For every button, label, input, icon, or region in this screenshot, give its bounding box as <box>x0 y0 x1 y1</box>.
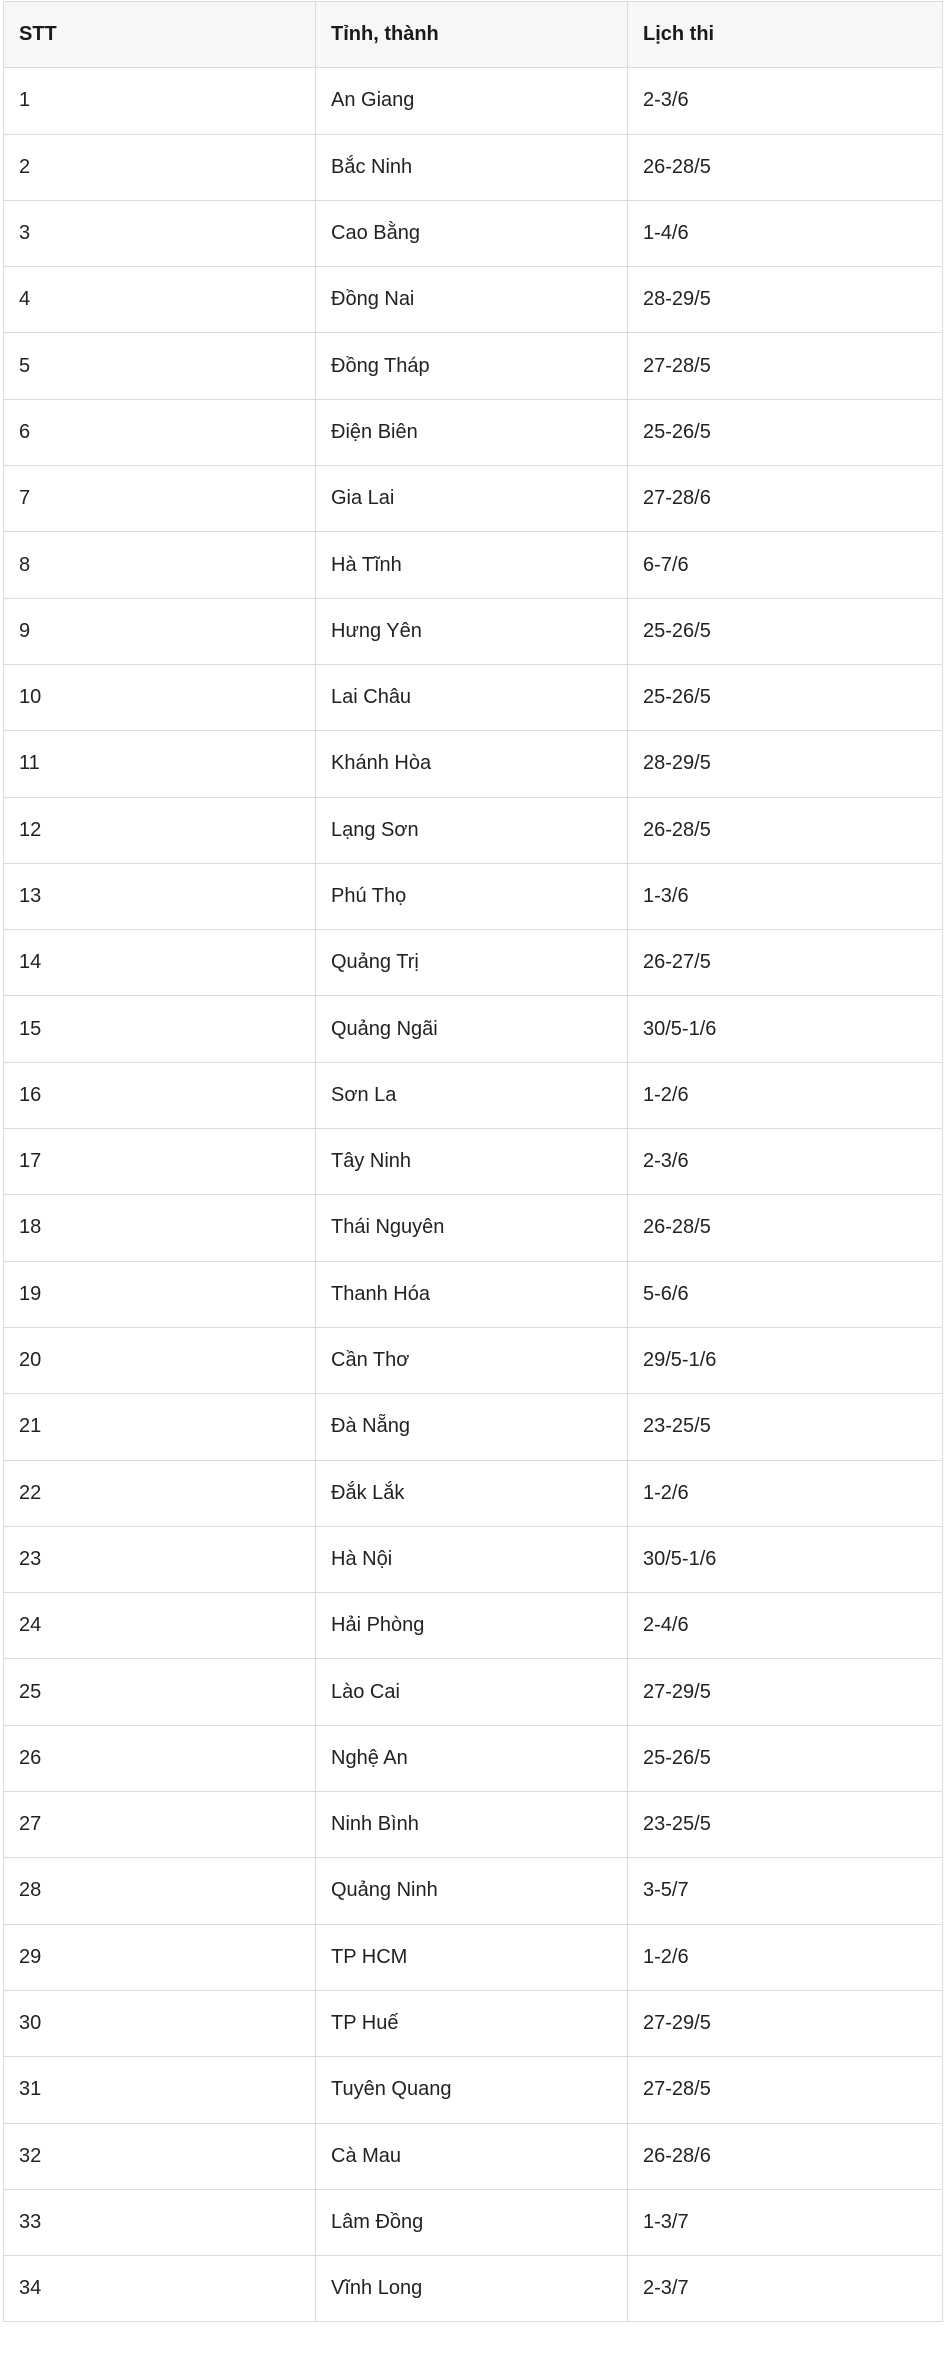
cell-schedule: 1-4/6 <box>628 200 943 266</box>
cell-province: Phú Thọ <box>316 863 628 929</box>
cell-stt: 27 <box>4 1792 316 1858</box>
table-row <box>4 68 943 134</box>
table-row <box>4 1327 943 1393</box>
cell-schedule: 25-26/5 <box>628 664 943 730</box>
cell-province: Cần Thơ <box>316 1327 628 1393</box>
cell-schedule: 29/5-1/6 <box>628 1327 943 1393</box>
cell-province: Quảng Trị <box>316 930 628 996</box>
cell-stt: 6 <box>4 399 316 465</box>
cell-stt: 31 <box>4 2057 316 2123</box>
cell-province: Lào Cai <box>316 1659 628 1725</box>
cell-stt: 1 <box>4 68 316 134</box>
cell-stt: 11 <box>4 731 316 797</box>
cell-schedule: 25-26/5 <box>628 1725 943 1791</box>
cell-province: Đà Nẵng <box>316 1394 628 1460</box>
table-row <box>4 1394 943 1460</box>
table-row <box>4 797 943 863</box>
cell-province: Quảng Ninh <box>316 1858 628 1924</box>
cell-stt: 23 <box>4 1526 316 1592</box>
cell-province: Đồng Tháp <box>316 333 628 399</box>
cell-province: An Giang <box>316 68 628 134</box>
cell-schedule: 1-2/6 <box>628 1460 943 1526</box>
cell-province: Hà Tĩnh <box>316 532 628 598</box>
cell-province: Vĩnh Long <box>316 2256 628 2322</box>
cell-stt: 4 <box>4 267 316 333</box>
cell-stt: 8 <box>4 532 316 598</box>
table-row <box>4 1195 943 1261</box>
table-row <box>4 1792 943 1858</box>
cell-schedule: 1-3/7 <box>628 2189 943 2255</box>
cell-stt: 7 <box>4 466 316 532</box>
table-row <box>4 532 943 598</box>
cell-schedule: 26-28/5 <box>628 797 943 863</box>
cell-province: Cao Bằng <box>316 200 628 266</box>
table-row <box>4 2256 943 2322</box>
cell-schedule: 2-3/7 <box>628 2256 943 2322</box>
table-row <box>4 2189 943 2255</box>
cell-province: TP HCM <box>316 1924 628 1990</box>
cell-stt: 22 <box>4 1460 316 1526</box>
table-row <box>4 1725 943 1791</box>
cell-province: Lạng Sơn <box>316 797 628 863</box>
cell-stt: 16 <box>4 1062 316 1128</box>
cell-province: Nghệ An <box>316 1725 628 1791</box>
cell-stt: 9 <box>4 598 316 664</box>
cell-schedule: 28-29/5 <box>628 267 943 333</box>
cell-province: Điện Biên <box>316 399 628 465</box>
table-row <box>4 1460 943 1526</box>
cell-stt: 19 <box>4 1261 316 1327</box>
cell-province: Quảng Ngãi <box>316 996 628 1062</box>
cell-schedule: 25-26/5 <box>628 399 943 465</box>
cell-schedule: 1-2/6 <box>628 1924 943 1990</box>
table-row <box>4 466 943 532</box>
cell-schedule: 26-27/5 <box>628 930 943 996</box>
cell-schedule: 23-25/5 <box>628 1792 943 1858</box>
table-row <box>4 1924 943 1990</box>
cell-schedule: 23-25/5 <box>628 1394 943 1460</box>
cell-province: Lai Châu <box>316 664 628 730</box>
cell-province: Bắc Ninh <box>316 134 628 200</box>
cell-province: Đồng Nai <box>316 267 628 333</box>
cell-province: Hải Phòng <box>316 1593 628 1659</box>
cell-province: Sơn La <box>316 1062 628 1128</box>
cell-stt: 30 <box>4 1990 316 2056</box>
table-row <box>4 731 943 797</box>
cell-province: Cà Mau <box>316 2123 628 2189</box>
cell-schedule: 30/5-1/6 <box>628 996 943 1062</box>
cell-schedule: 26-28/5 <box>628 134 943 200</box>
cell-province: Tuyên Quang <box>316 2057 628 2123</box>
table-row <box>4 1129 943 1195</box>
cell-province: Lâm Đồng <box>316 2189 628 2255</box>
table-row <box>4 996 943 1062</box>
cell-province: TP Huế <box>316 1990 628 2056</box>
cell-schedule: 6-7/6 <box>628 532 943 598</box>
cell-schedule: 27-29/5 <box>628 1990 943 2056</box>
table-row <box>4 863 943 929</box>
cell-stt: 26 <box>4 1725 316 1791</box>
cell-schedule: 25-26/5 <box>628 598 943 664</box>
table-header <box>4 2 943 68</box>
table-body <box>4 68 943 2322</box>
cell-stt: 29 <box>4 1924 316 1990</box>
table-row <box>4 1062 943 1128</box>
cell-schedule: 1-2/6 <box>628 1062 943 1128</box>
cell-schedule: 26-28/5 <box>628 1195 943 1261</box>
cell-schedule: 27-28/5 <box>628 2057 943 2123</box>
table-row <box>4 333 943 399</box>
table-row <box>4 2057 943 2123</box>
table-row <box>4 1659 943 1725</box>
cell-schedule: 26-28/6 <box>628 2123 943 2189</box>
cell-stt: 5 <box>4 333 316 399</box>
table-row <box>4 1593 943 1659</box>
cell-stt: 20 <box>4 1327 316 1393</box>
cell-schedule: 5-6/6 <box>628 1261 943 1327</box>
table-row <box>4 134 943 200</box>
cell-stt: 12 <box>4 797 316 863</box>
cell-province: Hà Nội <box>316 1526 628 1592</box>
cell-stt: 24 <box>4 1593 316 1659</box>
cell-schedule: 3-5/7 <box>628 1858 943 1924</box>
cell-stt: 18 <box>4 1195 316 1261</box>
cell-schedule: 27-28/6 <box>628 466 943 532</box>
cell-stt: 32 <box>4 2123 316 2189</box>
cell-schedule: 27-29/5 <box>628 1659 943 1725</box>
table-row <box>4 200 943 266</box>
table-row <box>4 2123 943 2189</box>
cell-stt: 33 <box>4 2189 316 2255</box>
cell-stt: 13 <box>4 863 316 929</box>
cell-province: Ninh Bình <box>316 1792 628 1858</box>
table-row <box>4 1990 943 2056</box>
table-row <box>4 399 943 465</box>
cell-schedule: 2-3/6 <box>628 1129 943 1195</box>
header-province: Tỉnh, thành <box>316 2 628 68</box>
cell-stt: 21 <box>4 1394 316 1460</box>
table-row <box>4 598 943 664</box>
cell-schedule: 2-3/6 <box>628 68 943 134</box>
cell-schedule: 2-4/6 <box>628 1593 943 1659</box>
cell-stt: 3 <box>4 200 316 266</box>
cell-stt: 25 <box>4 1659 316 1725</box>
table-row <box>4 1858 943 1924</box>
cell-stt: 34 <box>4 2256 316 2322</box>
cell-province: Hưng Yên <box>316 598 628 664</box>
cell-province: Khánh Hòa <box>316 731 628 797</box>
cell-schedule: 30/5-1/6 <box>628 1526 943 1592</box>
header-schedule: Lịch thi <box>628 2 943 68</box>
cell-schedule: 27-28/5 <box>628 333 943 399</box>
table-row <box>4 267 943 333</box>
table-row <box>4 930 943 996</box>
cell-province: Gia Lai <box>316 466 628 532</box>
header-row <box>4 2 943 68</box>
exam-schedule-table <box>3 1 943 2322</box>
cell-stt: 10 <box>4 664 316 730</box>
table-row <box>4 1526 943 1592</box>
cell-schedule: 1-3/6 <box>628 863 943 929</box>
cell-stt: 17 <box>4 1129 316 1195</box>
cell-province: Thanh Hóa <box>316 1261 628 1327</box>
cell-province: Tây Ninh <box>316 1129 628 1195</box>
cell-schedule: 28-29/5 <box>628 731 943 797</box>
table-row <box>4 1261 943 1327</box>
cell-stt: 2 <box>4 134 316 200</box>
cell-stt: 15 <box>4 996 316 1062</box>
header-stt: STT <box>4 2 316 68</box>
cell-province: Thái Nguyên <box>316 1195 628 1261</box>
cell-stt: 28 <box>4 1858 316 1924</box>
table-row <box>4 664 943 730</box>
cell-stt: 14 <box>4 930 316 996</box>
cell-province: Đắk Lắk <box>316 1460 628 1526</box>
